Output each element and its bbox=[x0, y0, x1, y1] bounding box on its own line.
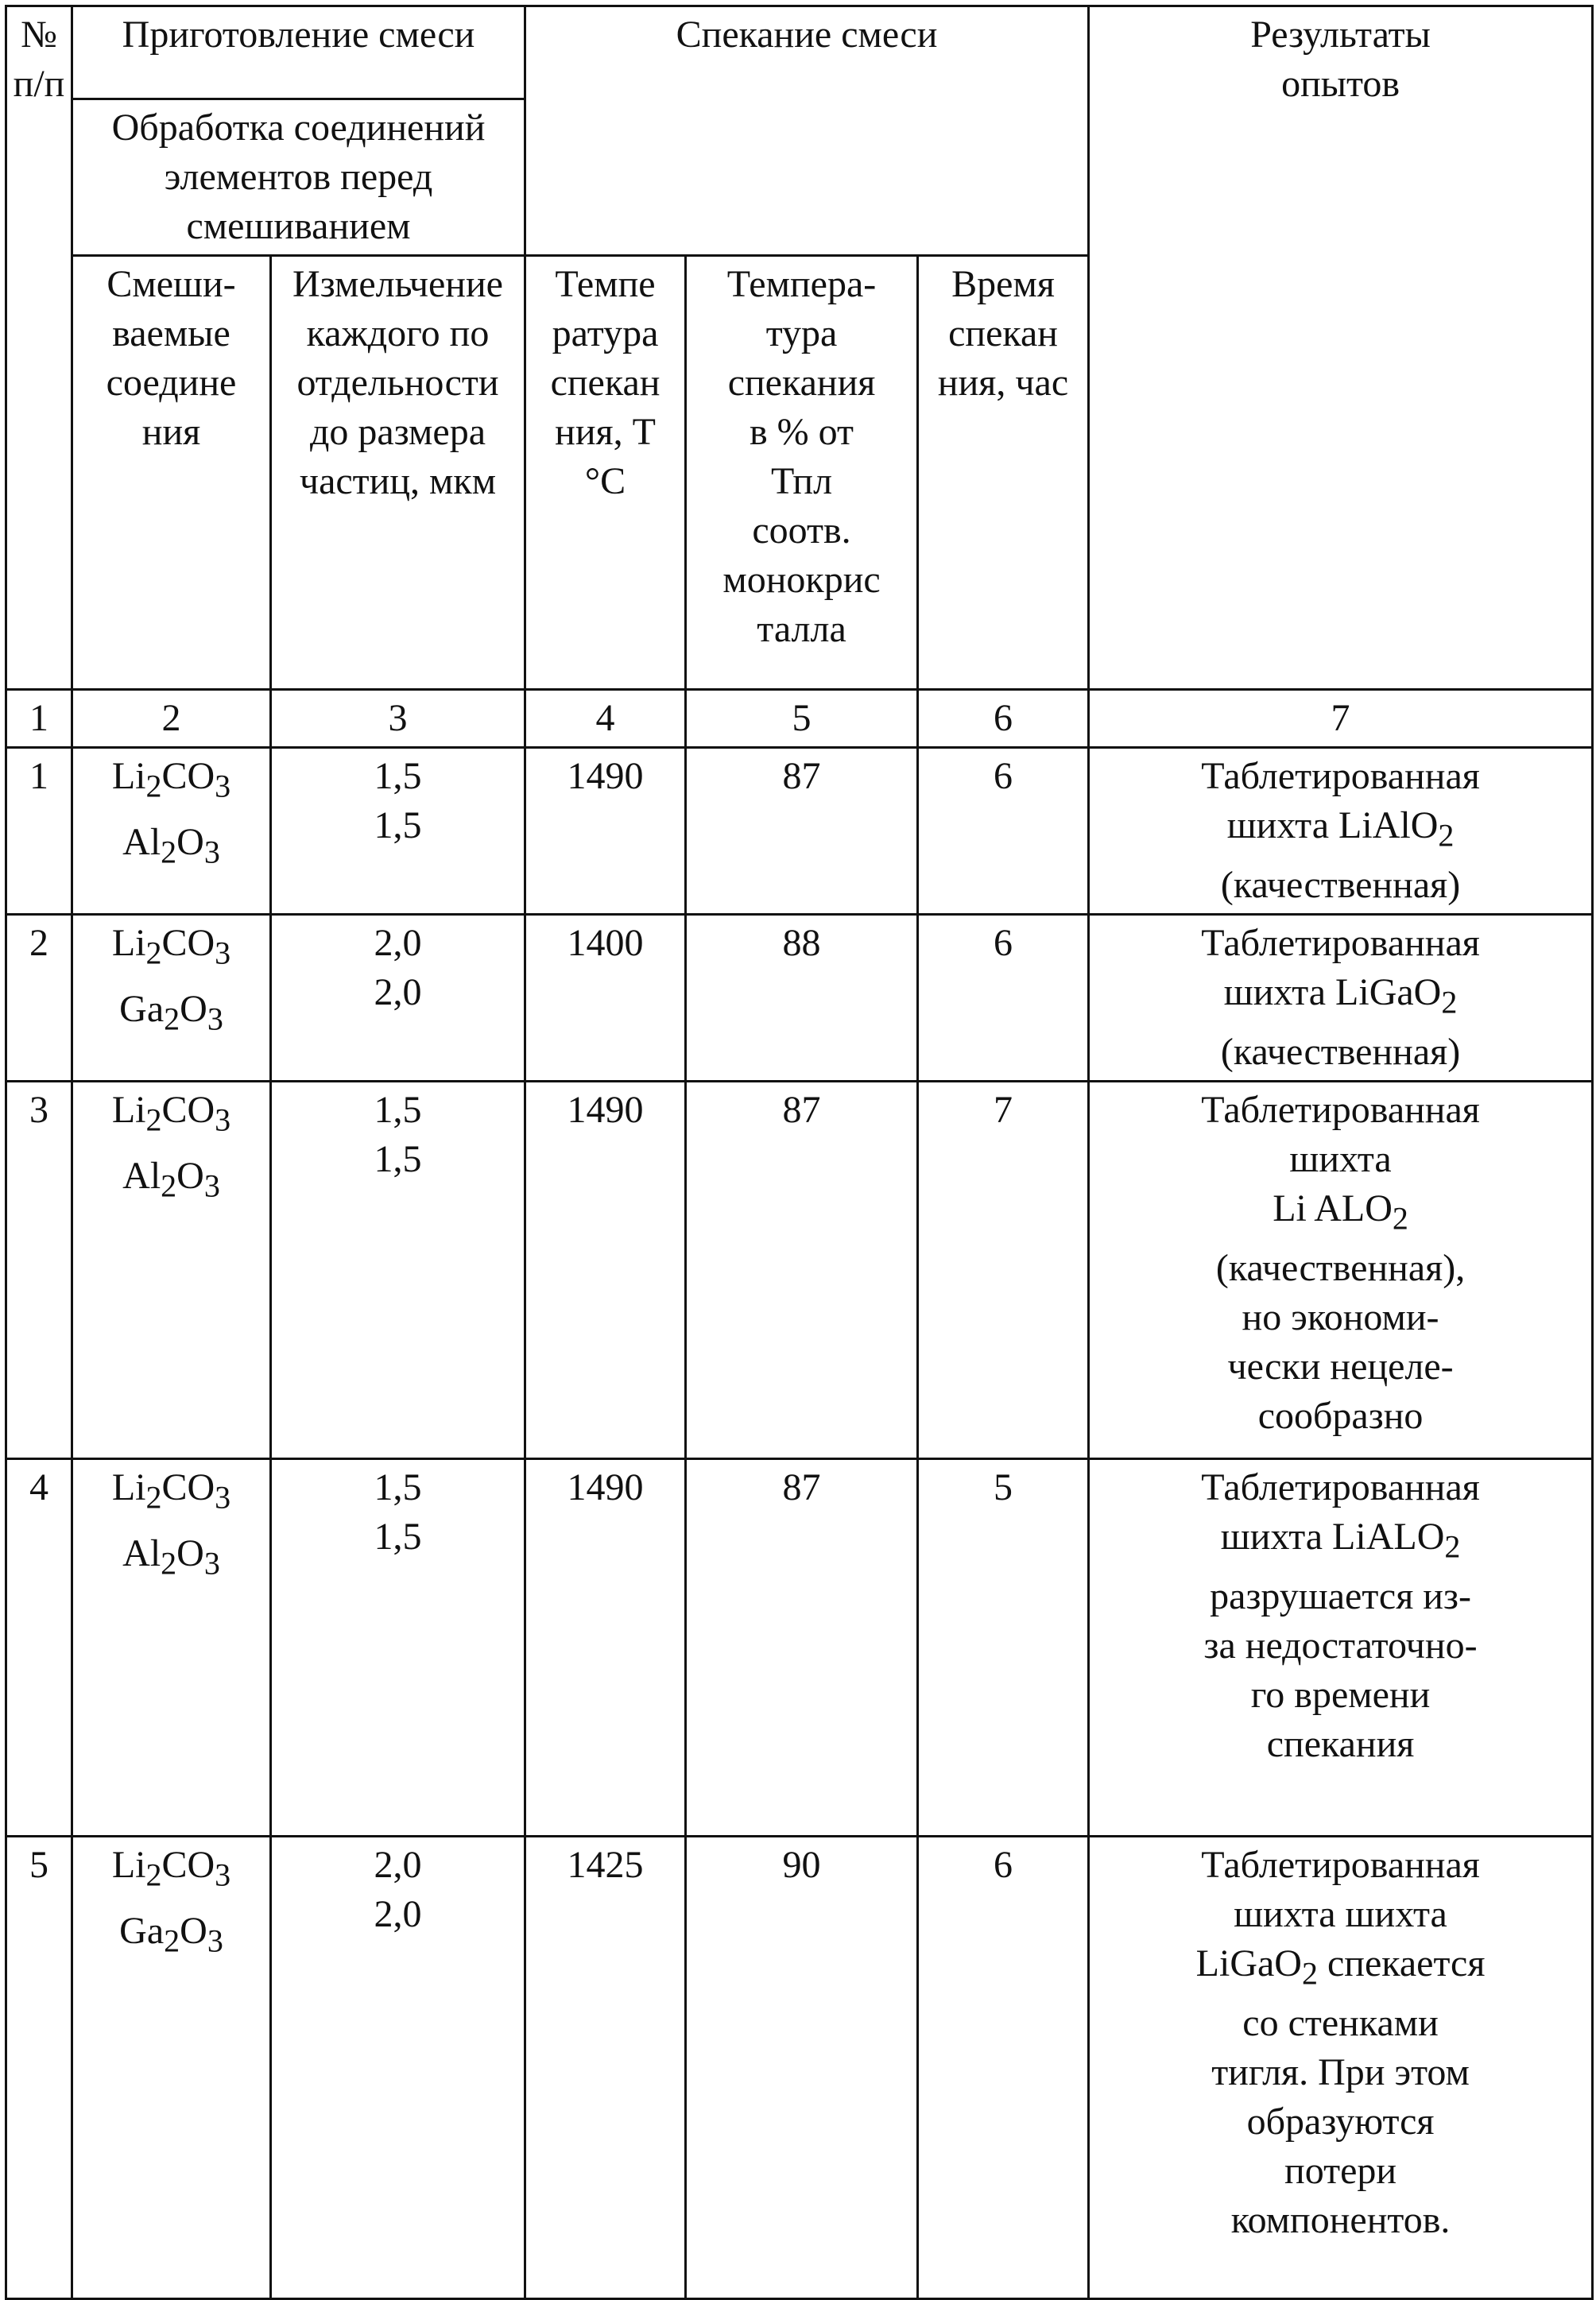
result-text: спекается bbox=[1318, 1942, 1485, 1984]
sintering-time: 6 bbox=[918, 915, 1089, 1082]
result-text: шихта шихта bbox=[1234, 1893, 1447, 1935]
result-line bbox=[1094, 2048, 1586, 2097]
result-text: со стенками bbox=[1242, 2002, 1439, 2044]
result-text: го времени bbox=[1251, 1674, 1431, 1716]
compound-formula bbox=[78, 752, 265, 811]
formula-base: Al bbox=[122, 1155, 161, 1197]
result-text: Таблетированная bbox=[1201, 1844, 1480, 1886]
formula-subscript: 3 bbox=[215, 769, 230, 804]
result-line bbox=[1094, 1890, 1586, 1939]
row-number: 3 bbox=[6, 1082, 72, 1459]
formula-part: O bbox=[180, 1910, 207, 1952]
compound-formula bbox=[78, 1152, 265, 1211]
formula-subscript: 2 bbox=[161, 834, 176, 869]
result-line bbox=[1094, 2097, 1586, 2147]
result-line bbox=[1094, 1671, 1586, 1720]
temperature-percent: 87 bbox=[686, 1082, 918, 1459]
grind-size-cell bbox=[271, 748, 525, 915]
result-subscript: 2 bbox=[1438, 818, 1454, 854]
result-text: спекания bbox=[1267, 1723, 1415, 1765]
compounds-cell bbox=[72, 1459, 271, 1837]
compounds-cell bbox=[72, 1082, 271, 1459]
result-text: шихта LiAlO bbox=[1227, 804, 1439, 846]
grind-size-value: 2,0 bbox=[277, 1841, 519, 1890]
grind-size-value: 2,0 bbox=[277, 968, 519, 1017]
formula-part: O bbox=[176, 1155, 204, 1197]
formula-part: O bbox=[180, 988, 207, 1030]
result-text: Таблетированная bbox=[1201, 755, 1480, 797]
sintering-time: 6 bbox=[918, 1837, 1089, 2299]
formula-base: Al bbox=[122, 821, 161, 863]
result-line bbox=[1094, 1184, 1586, 1244]
formula-subscript: 3 bbox=[215, 1857, 230, 1893]
result-text: (качественная) bbox=[1221, 1031, 1460, 1073]
result-subscript: 2 bbox=[1302, 1956, 1318, 1992]
column-number: 4 bbox=[525, 690, 686, 748]
formula-subscript: 3 bbox=[204, 1167, 220, 1203]
sintering-temperature: 1490 bbox=[525, 748, 686, 915]
formula-part: CO bbox=[161, 755, 215, 797]
result-line bbox=[1094, 1841, 1586, 1890]
formula-base: Li bbox=[112, 1466, 146, 1508]
result-line bbox=[1094, 801, 1586, 861]
formula-part: CO bbox=[161, 1844, 215, 1886]
temperature-percent: 90 bbox=[686, 1837, 918, 2299]
column-number-row bbox=[6, 690, 1593, 748]
header-mixed-compounds: Смеши- ваемые соедине ния bbox=[72, 256, 271, 690]
sintering-temperature: 1490 bbox=[525, 1459, 686, 1837]
result-text: компонентов. bbox=[1231, 2199, 1451, 2241]
formula-subscript: 2 bbox=[145, 769, 161, 804]
formula-subscript: 3 bbox=[215, 1102, 230, 1138]
column-number: 7 bbox=[1089, 690, 1593, 748]
formula-subscript: 3 bbox=[215, 1480, 230, 1516]
result-cell bbox=[1089, 1459, 1593, 1837]
column-number: 2 bbox=[72, 690, 271, 748]
compound-formula bbox=[78, 919, 265, 978]
formula-part: CO bbox=[161, 922, 215, 964]
formula-subscript: 3 bbox=[204, 834, 220, 869]
formula-subscript: 2 bbox=[164, 1922, 180, 1958]
grind-size-value: 1,5 bbox=[277, 752, 519, 801]
compounds-cell bbox=[72, 915, 271, 1082]
column-number: 5 bbox=[686, 690, 918, 748]
header-treatment-before-mixing: Обработка соединений элементов перед смешиванием bbox=[72, 99, 525, 256]
data-rows bbox=[6, 748, 1593, 2299]
header-results: Результаты опытов bbox=[1089, 6, 1593, 690]
result-text: Таблетированная bbox=[1201, 1466, 1480, 1508]
result-text: Таблетированная bbox=[1201, 922, 1480, 964]
formula-part: CO bbox=[161, 1089, 215, 1131]
result-cell bbox=[1089, 1837, 1593, 2299]
result-line bbox=[1094, 1135, 1586, 1184]
result-text: тигля. При этом bbox=[1211, 2051, 1470, 2093]
result-line bbox=[1094, 1463, 1586, 1512]
result-line bbox=[1094, 1621, 1586, 1671]
formula-base: Al bbox=[122, 1532, 161, 1574]
formula-base: Ga bbox=[119, 1910, 164, 1952]
header-sintering-temperature: Темпе ратура спекан ния, Т °С bbox=[525, 256, 686, 690]
header-mix-sintering: Спекание смеси bbox=[525, 6, 1089, 256]
result-line bbox=[1094, 1999, 1586, 2048]
row-number: 2 bbox=[6, 915, 72, 1082]
grind-size-cell bbox=[271, 1459, 525, 1837]
formula-subscript: 2 bbox=[161, 1545, 176, 1581]
header-sintering-time: Время спекан ния, час bbox=[918, 256, 1089, 690]
formula-subscript: 2 bbox=[161, 1167, 176, 1203]
result-line bbox=[1094, 968, 1586, 1028]
formula-base: Ga bbox=[119, 988, 164, 1030]
row-number: 5 bbox=[6, 1837, 72, 2299]
result-text: за недостаточно- bbox=[1204, 1624, 1478, 1667]
temperature-percent: 87 bbox=[686, 748, 918, 915]
formula-subscript: 2 bbox=[145, 1857, 161, 1893]
result-line bbox=[1094, 861, 1586, 910]
temperature-percent: 88 bbox=[686, 915, 918, 1082]
result-text: образуются bbox=[1247, 2101, 1435, 2143]
grind-size-value: 1,5 bbox=[277, 1086, 519, 1135]
grind-size-cell bbox=[271, 915, 525, 1082]
row-number: 4 bbox=[6, 1459, 72, 1837]
formula-base: Li bbox=[112, 755, 146, 797]
table-row bbox=[6, 1082, 1593, 1459]
result-line bbox=[1094, 752, 1586, 801]
result-text: чески нецеле- bbox=[1227, 1346, 1453, 1388]
result-text: потери bbox=[1284, 2150, 1396, 2192]
grind-size-value: 2,0 bbox=[277, 1890, 519, 1939]
compounds-cell bbox=[72, 1837, 271, 2299]
result-line bbox=[1094, 2196, 1586, 2245]
sintering-time: 6 bbox=[918, 748, 1089, 915]
formula-subscript: 3 bbox=[207, 1922, 223, 1958]
grind-size-value: 2,0 bbox=[277, 919, 519, 968]
formula-subscript: 2 bbox=[145, 1480, 161, 1516]
formula-part: CO bbox=[161, 1466, 215, 1508]
grind-size-cell bbox=[271, 1082, 525, 1459]
column-number: 3 bbox=[271, 690, 525, 748]
compounds-cell bbox=[72, 748, 271, 915]
result-line bbox=[1094, 1293, 1586, 1342]
sintering-temperature: 1425 bbox=[525, 1837, 686, 2299]
result-line bbox=[1094, 1244, 1586, 1293]
sintering-temperature: 1490 bbox=[525, 1082, 686, 1459]
result-text: (качественная), bbox=[1216, 1247, 1465, 1289]
table-row bbox=[6, 915, 1593, 1082]
compound-formula bbox=[78, 1529, 265, 1589]
grind-size-value: 1,5 bbox=[277, 1135, 519, 1184]
column-number: 6 bbox=[918, 690, 1089, 748]
result-text: шихта bbox=[1289, 1138, 1391, 1180]
compound-formula bbox=[78, 1463, 265, 1523]
formula-subscript: 2 bbox=[145, 1102, 161, 1138]
formula-base: Li bbox=[112, 1844, 146, 1886]
result-text: Таблетированная bbox=[1201, 1089, 1480, 1131]
result-line bbox=[1094, 1392, 1586, 1441]
compound-formula bbox=[78, 985, 265, 1044]
formula-subscript: 3 bbox=[204, 1545, 220, 1581]
column-number: 1 bbox=[6, 690, 72, 748]
result-cell bbox=[1089, 1082, 1593, 1459]
result-text: (качественная) bbox=[1221, 864, 1460, 906]
compound-formula bbox=[78, 818, 265, 877]
formula-base: Li bbox=[112, 922, 146, 964]
compound-formula bbox=[78, 1841, 265, 1900]
result-cell bbox=[1089, 915, 1593, 1082]
formula-subscript: 2 bbox=[164, 1001, 180, 1036]
result-subscript: 2 bbox=[1444, 1529, 1460, 1565]
grind-size-cell bbox=[271, 1837, 525, 2299]
result-line bbox=[1094, 1086, 1586, 1135]
header-temperature-percent: Темпера- тура спекания в % от Тпл соотв. монокрис талла bbox=[686, 256, 918, 690]
result-line bbox=[1094, 1572, 1586, 1621]
sintering-time: 7 bbox=[918, 1082, 1089, 1459]
formula-base: Li bbox=[112, 1089, 146, 1131]
formula-subscript: 3 bbox=[207, 1001, 223, 1036]
sintering-time: 5 bbox=[918, 1459, 1089, 1837]
result-cell bbox=[1089, 748, 1593, 915]
result-text: LiGaO bbox=[1196, 1942, 1302, 1984]
formula-part: O bbox=[176, 1532, 204, 1574]
table-row bbox=[6, 1459, 1593, 1837]
grind-size-value: 1,5 bbox=[277, 801, 519, 850]
table-row bbox=[6, 1837, 1593, 2299]
result-text: Li ALO bbox=[1273, 1187, 1393, 1229]
formula-subscript: 2 bbox=[145, 935, 161, 971]
result-subscript: 2 bbox=[1393, 1201, 1408, 1237]
result-line bbox=[1094, 1342, 1586, 1392]
table-row bbox=[6, 748, 1593, 915]
result-text: шихта LiALO bbox=[1221, 1516, 1445, 1558]
formula-subscript: 3 bbox=[215, 935, 230, 971]
result-line bbox=[1094, 2147, 1586, 2196]
row-number: 1 bbox=[6, 748, 72, 915]
compound-formula bbox=[78, 1907, 265, 1966]
formula-part: O bbox=[176, 821, 204, 863]
result-line bbox=[1094, 1720, 1586, 1769]
result-line bbox=[1094, 1512, 1586, 1572]
results-table bbox=[5, 5, 1594, 2300]
grind-size-value: 1,5 bbox=[277, 1463, 519, 1512]
header-grinding: Измельчение каждого по отдельности до размера частиц, мкм bbox=[271, 256, 525, 690]
grind-size-value: 1,5 bbox=[277, 1512, 519, 1562]
compound-formula bbox=[78, 1086, 265, 1145]
result-line bbox=[1094, 919, 1586, 968]
result-text: шихта LiGaO bbox=[1224, 971, 1442, 1013]
result-text: разрушается из- bbox=[1210, 1575, 1471, 1617]
header-row-number: № п/п bbox=[6, 6, 72, 690]
sintering-temperature: 1400 bbox=[525, 915, 686, 1082]
header-mix-preparation: Приготовление смеси bbox=[72, 6, 525, 99]
result-line bbox=[1094, 1028, 1586, 1077]
result-text: сообразно bbox=[1258, 1395, 1424, 1437]
temperature-percent: 87 bbox=[686, 1459, 918, 1837]
result-subscript: 2 bbox=[1441, 985, 1457, 1020]
result-line bbox=[1094, 1939, 1586, 1999]
result-text: но экономи- bbox=[1242, 1296, 1439, 1338]
